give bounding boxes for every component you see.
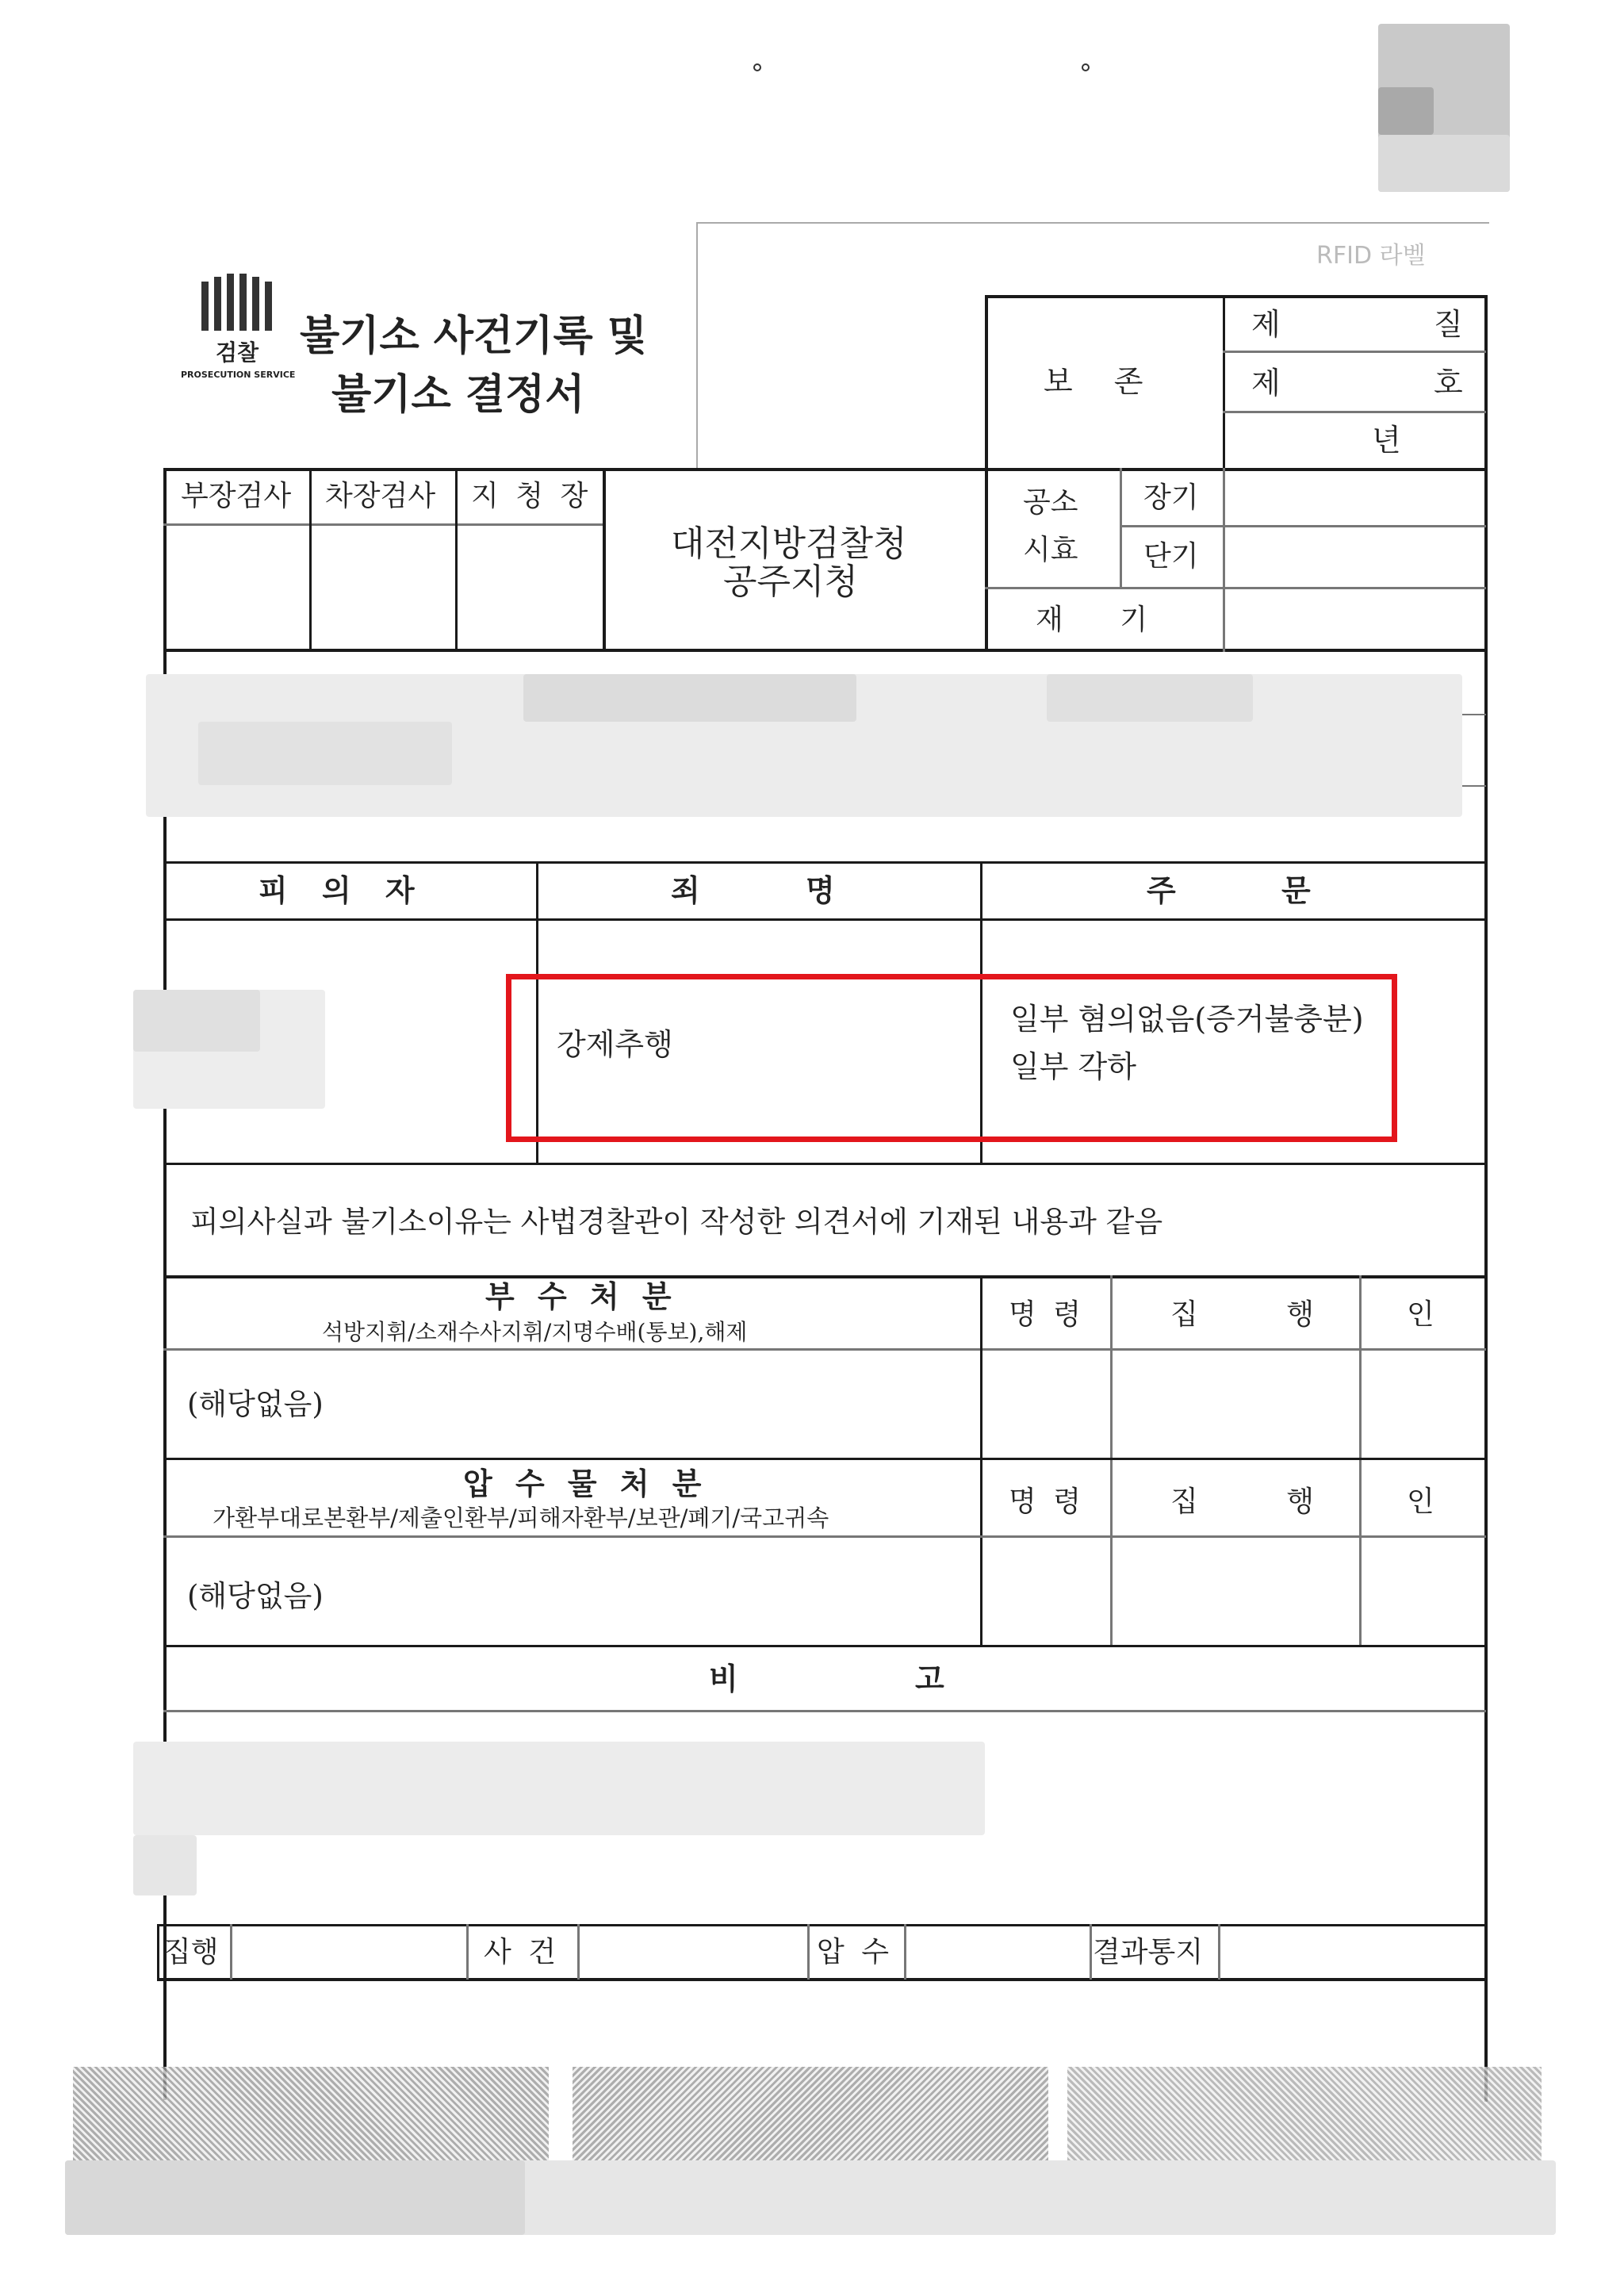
disposition-line1: 일부 혐의없음(증거불충분): [1010, 1002, 1364, 1037]
statute-short: 단기: [1143, 540, 1199, 573]
preservation-label: 보 존: [1044, 364, 1143, 399]
barcode-strip: [1067, 2067, 1542, 2160]
redacted-remarks: [133, 1742, 985, 1835]
seized-exec-header: 집 행: [1170, 1485, 1314, 1518]
barcode-strip: [573, 2067, 1048, 2160]
footer-notice-label: 결과통지: [1093, 1936, 1204, 1968]
footer-seize-label: 압 수: [817, 1936, 889, 1968]
prosecution-logo-icon: [198, 274, 278, 337]
footer-case-label: 사 건: [484, 1936, 556, 1968]
document-title-line2: 불기소 결정서: [331, 370, 585, 419]
col-disposition-header: 주 문: [1147, 872, 1311, 908]
remarks-title: 비 고: [709, 1661, 944, 1696]
ancillary-person-header: 인: [1407, 1298, 1434, 1331]
ancillary-order-header: 명 령: [1009, 1298, 1081, 1331]
scan-speck: [753, 63, 761, 71]
scan-speck: [1082, 63, 1090, 71]
redacted-remarks-detail: [133, 1835, 197, 1895]
document-title-line1: 불기소 사건기록 및: [300, 312, 648, 360]
rfid-label: RFID 라벨: [1316, 242, 1426, 270]
seized-subtitle: 가환부대로본환부/제출인환부/피해자환부/보관/폐기/국고귀속: [213, 1504, 829, 1531]
approval-col-deputy: 차장검사: [325, 480, 436, 512]
preservation-row2-suffix: 호: [1434, 366, 1463, 401]
preservation-row1-suffix: 질: [1434, 307, 1463, 342]
redacted-case-info-detail: [198, 722, 452, 785]
barcode-strip: [73, 2067, 549, 2160]
col-charge-header: 죄 명: [671, 872, 835, 908]
redacted-suspect-name-detail: [133, 990, 260, 1052]
footer-exec-label: 집행: [163, 1936, 219, 1968]
preservation-row3-suffix: 년: [1372, 423, 1401, 458]
prosecution-logo: [181, 274, 296, 385]
ancillary-value: (해당없음): [187, 1387, 324, 1421]
statute-label-bottom: 시효: [1023, 534, 1078, 566]
approval-col-branch-head: 지 청 장: [471, 480, 588, 512]
redacted-case-info-detail: [523, 674, 856, 722]
charge-value: 강제추행: [557, 1027, 673, 1062]
ancillary-subtitle: 석방지휘/소재수사지휘/지명수배(통보),해제: [322, 1319, 748, 1345]
statute-restart: 재 기: [1036, 604, 1147, 636]
ancillary-title: 부 수 처 분: [485, 1278, 672, 1314]
preservation-row1-prefix: 제: [1251, 307, 1281, 342]
office-name-line2: 공주지청: [723, 562, 859, 602]
non-prosecution-reason: 피의사실과 불기소이유는 사법경찰관이 작성한 의견서에 기재된 내용과 같음: [190, 1205, 1163, 1239]
col-suspect-header: 피 의 자: [259, 872, 415, 908]
ancillary-exec-header: 집 행: [1170, 1298, 1314, 1331]
redacted-corner-block-detail: [1378, 87, 1434, 135]
approval-col-chief: 부장검사: [181, 480, 292, 512]
seized-value: (해당없음): [187, 1579, 324, 1613]
statute-long: 장기: [1143, 481, 1199, 514]
seized-title: 압 수 물 처 분: [463, 1466, 702, 1501]
disposition-line2: 일부 각하: [1010, 1049, 1136, 1084]
seized-order-header: 명 령: [1009, 1485, 1081, 1518]
logo-subtext: PROSECUTION SERVICE: [181, 370, 296, 380]
highlight-box: [506, 974, 1397, 1142]
redacted-case-info-detail: [1047, 674, 1253, 722]
statute-label-top: 공소: [1023, 486, 1078, 519]
preservation-row2-prefix: 제: [1251, 366, 1281, 401]
redacted-footer-band-detail: [65, 2160, 525, 2235]
logo-text: 검찰: [216, 339, 259, 366]
seized-person-header: 인: [1407, 1485, 1434, 1518]
redacted-corner-block-detail: [1378, 135, 1510, 192]
office-name-line1: 대전지방검찰청: [671, 523, 907, 564]
